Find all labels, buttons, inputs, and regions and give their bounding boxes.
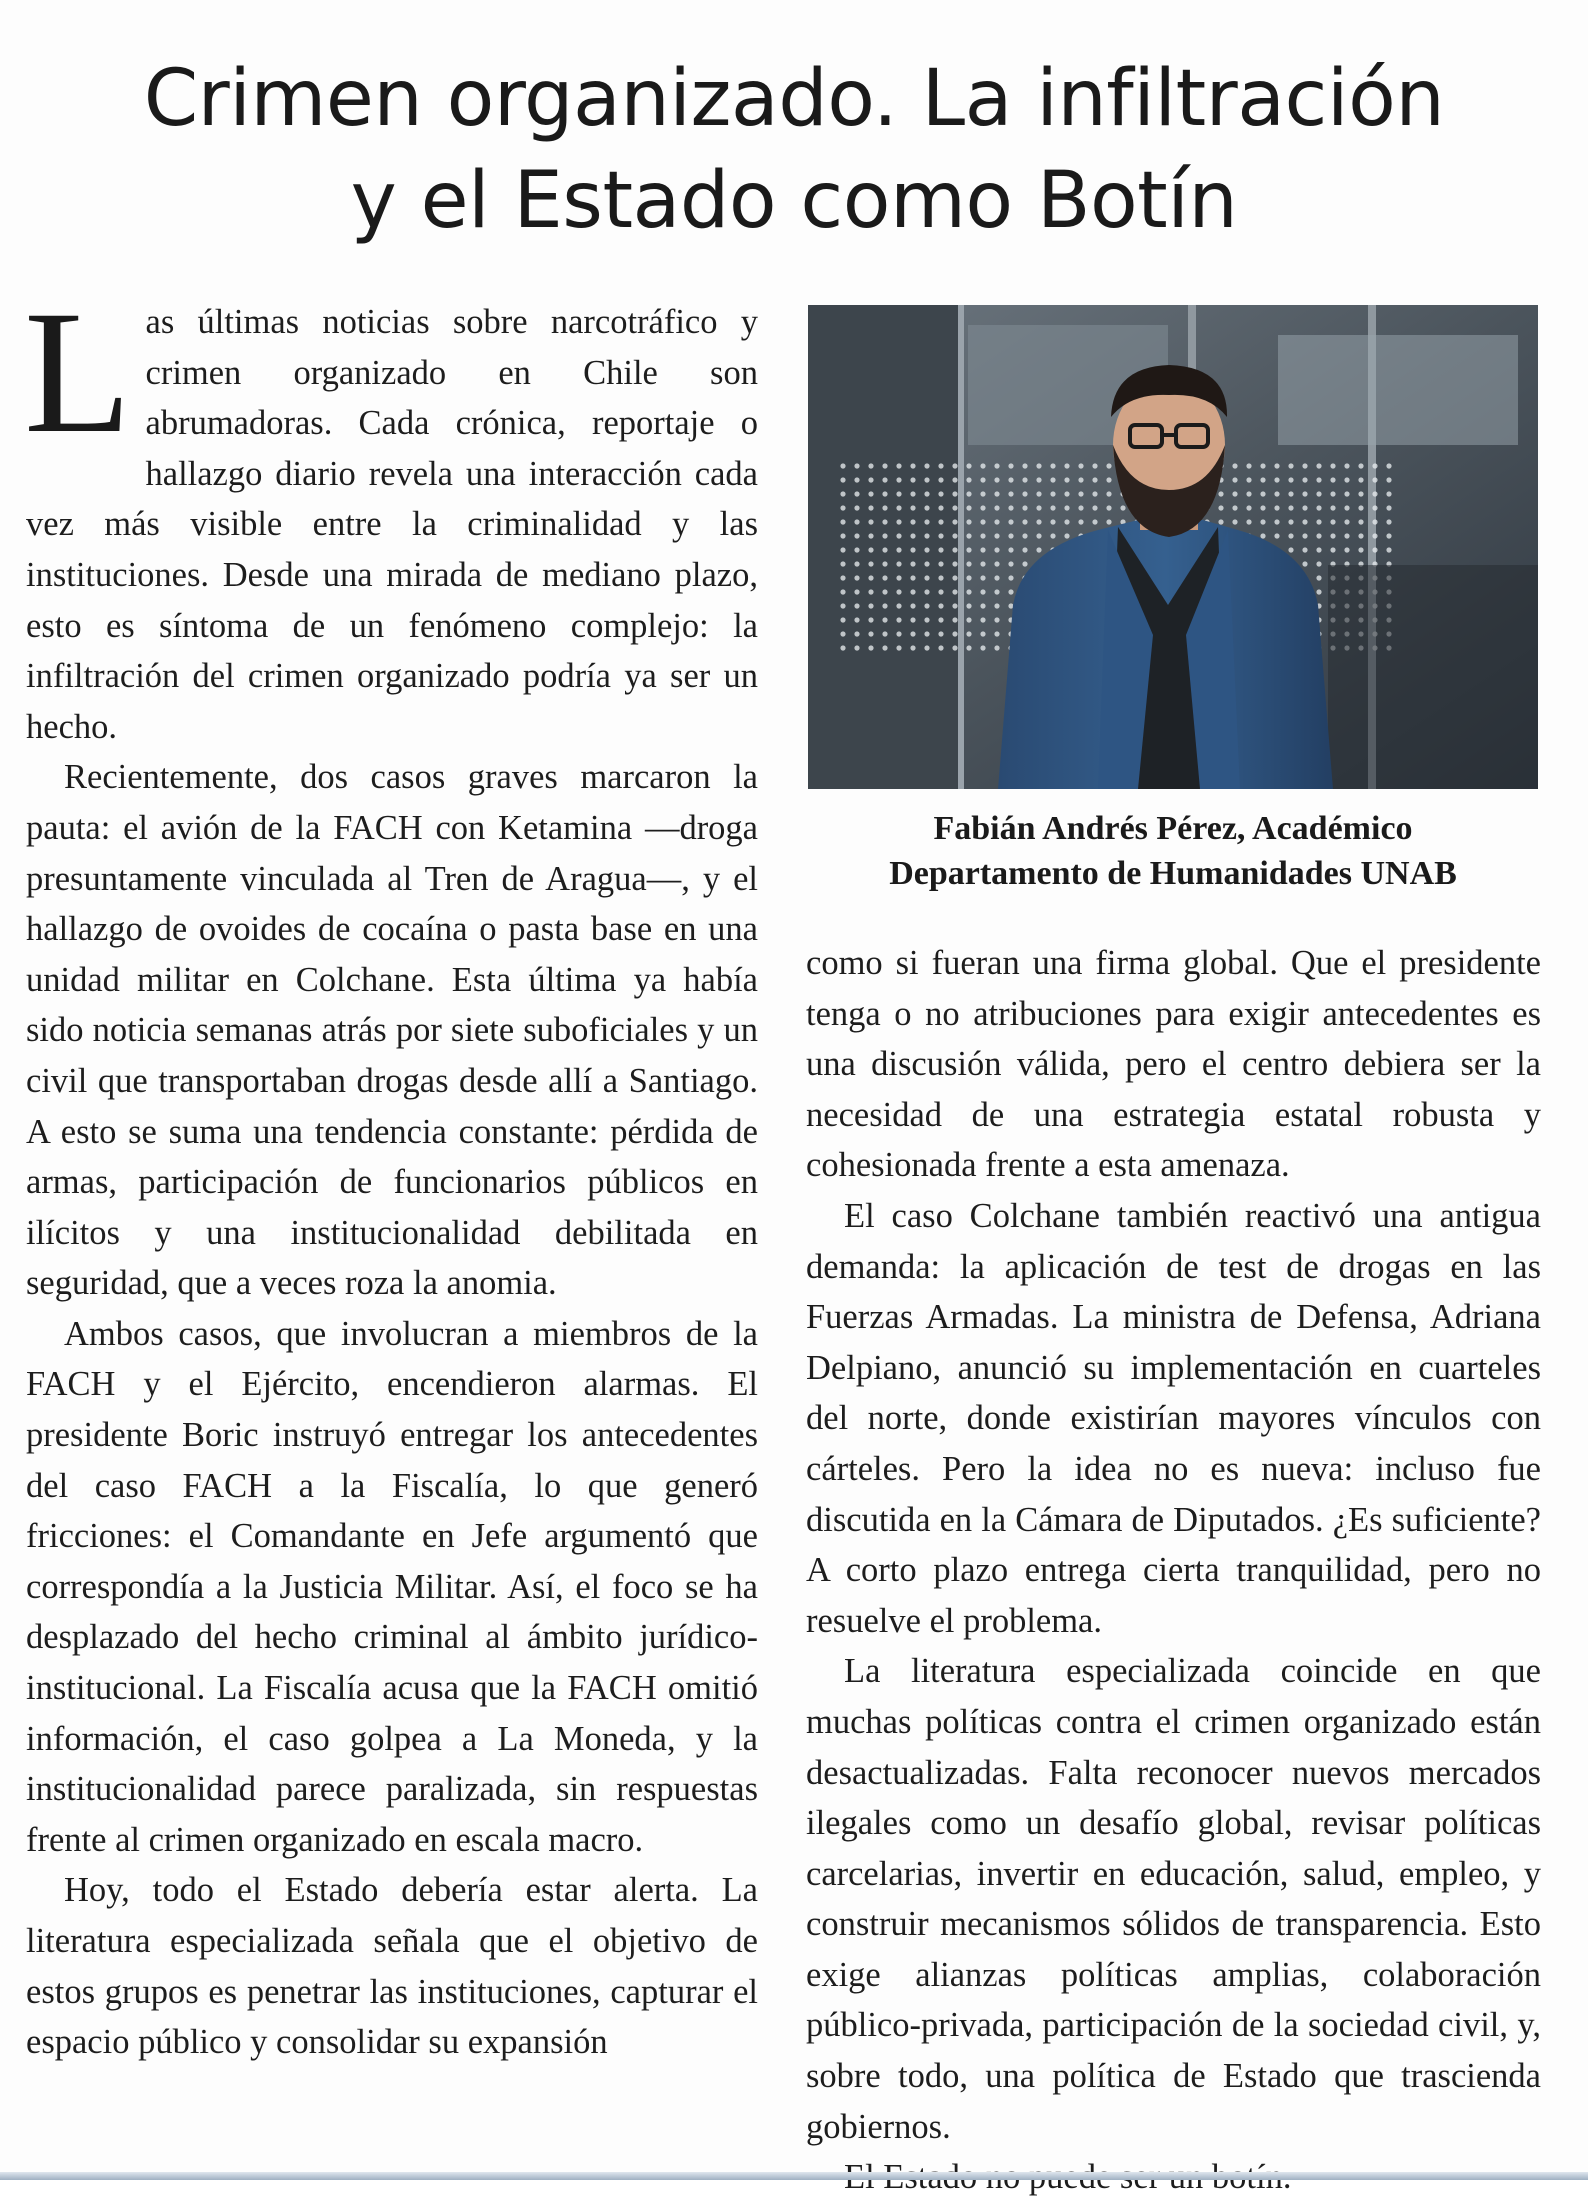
paragraph-4: Hoy, todo el Estado debería estar alerta. La literatura especializada señala que el objetivo de estos grupos es penetrar las instituciones, capturar el espacio público y consolidar su expansión <box>26 1871 758 2062</box>
portrait-illustration <box>808 305 1538 789</box>
article-column-right <box>806 938 1541 2203</box>
paragraph-1 <box>24 275 758 752</box>
caption-department: Departamento de Humanidades UNAB <box>889 855 1457 892</box>
paragraph-6: El caso Colchane también reactivó una antigua demanda: la aplicación de test de drogas en las Fuerzas Armadas. La ministra de Defensa, Adriana Delpiano, anunció su implementación en cuarteles del norte, donde existirían mayores vínculos con cárteles. Pero la idea no es nueva: incluso fue discutida en la Cámara de Diputados. ¿Es suficiente? A corto plazo entrega cierta tranquilidad, pero no resuelve el problema. <box>806 1196 1541 1640</box>
article-headline <box>40 48 1548 252</box>
photo-caption <box>808 806 1538 896</box>
headline-line-2: y el Estado como Botín <box>350 156 1238 246</box>
paragraph-7: La literatura especializada coincide en que muchas políticas contra el crimen organizado están desactualizadas. Falta reconocer nuevos mercados ilegales como un desafío global, revisar políticas carcelarias, invertir en educación, salud, empleo, y construir mecanismos sólidos de transparencia. Esto exige alianzas políticas amplias, colaboración público-privada, participación de la sociedad civil, y, sobre todo, una política de Estado que trascienda gobiernos. <box>806 1652 1541 2146</box>
drop-cap: L <box>24 275 132 470</box>
paragraph-1-text: as últimas noticias sobre narcotráfico y crimen organizado en Chile son abrumadoras. Cada crónica, reportaje o hallazgo diario revela una interacción cada vez más visible entre la criminalidad y las instituciones. Desde una mirada de mediano plazo, esto es síntoma de un fenómeno complejo: la infiltración del crimen organizado podría ya ser un hecho. <box>26 303 758 746</box>
headline-line-1: Crimen organizado. La infiltración <box>143 54 1445 144</box>
paragraph-5: como si fueran una firma global. Que el presidente tenga o no atribuciones para exigir antecedentes es una discusión válida, pero el centro debiera ser la necesidad de una estrategia estatal robusta y cohesionada frente a esta amenaza. <box>806 944 1541 1185</box>
page-bottom-rule <box>0 2172 1588 2180</box>
caption-author: Fabián Andrés Pérez, Académico <box>933 810 1413 847</box>
author-photo <box>808 305 1538 789</box>
paragraph-3: Ambos casos, que involucran a miembros de la FACH y el Ejército, encendieron alarmas. El presidente Boric instruyó entregar los antecedentes del caso FACH a la Fiscalía, lo que generó fricciones: el Comandante en Jefe argumentó que correspondía a la Justicia Militar. Así, el foco se ha desplazado del hecho criminal al ámbito jurídico-institucional. La Fiscalía acusa que la FACH omitió información, el caso golpea a La Moneda, y la institucionalidad parece paralizada, sin respuestas frente al crimen organizado en escala macro. <box>26 1314 758 1859</box>
article-column-left <box>24 275 758 2068</box>
paragraph-2: Recientemente, dos casos graves marcaron la pauta: el avión de la FACH con Ketamina —droga presuntamente vinculada al Tren de Aragua—, y el hallazgo de ovoides de cocaína o pasta base en una unidad militar en Colchane. Esta última ya había sido noticia semanas atrás por siete suboficiales y un civil que transportaban drogas desde allí a Santiago. A esto se suma una tendencia constante: pérdida de armas, participación de funcionarios públicos en ilícitos y una institucionalidad debilitada en seguridad, que a veces roza la anomia. <box>26 758 758 1303</box>
